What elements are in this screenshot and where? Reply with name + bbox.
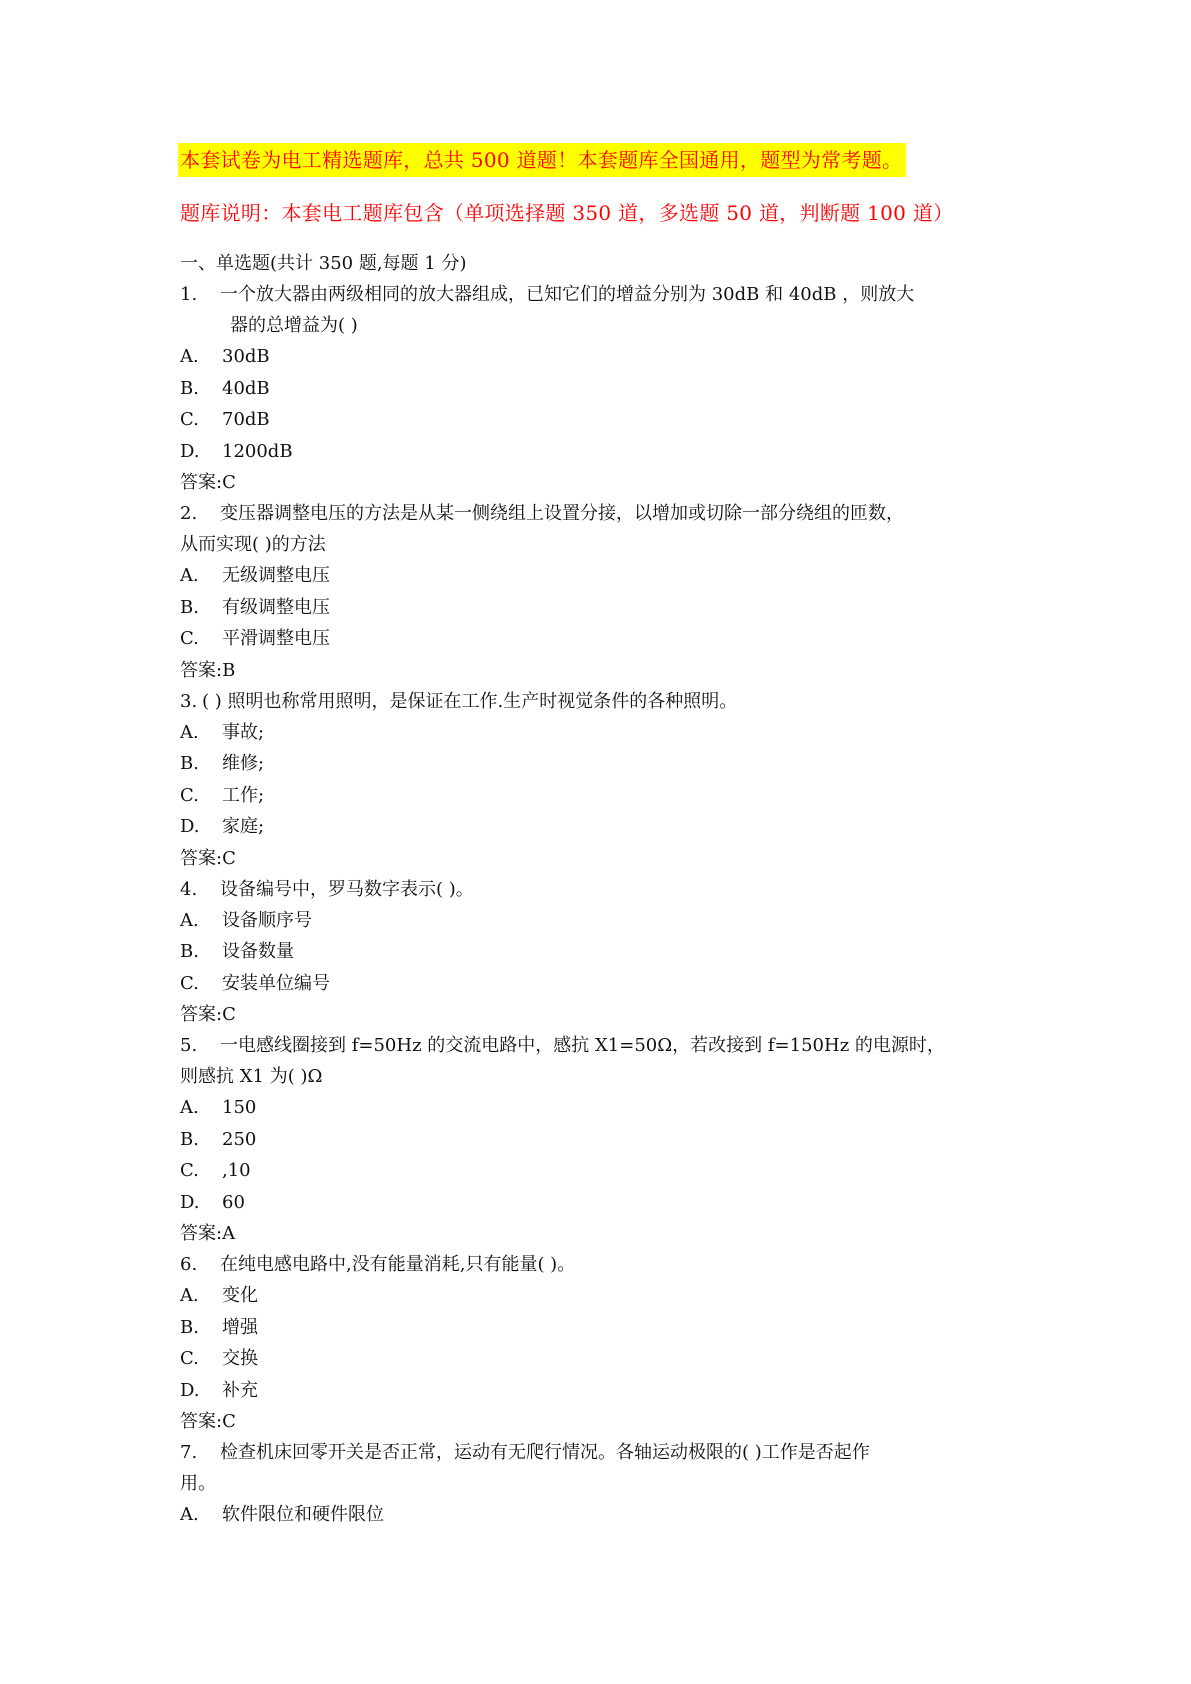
option-text: 变化 xyxy=(222,1285,258,1306)
answer: 答案:A xyxy=(180,1223,236,1244)
option-text: 安装单位编号 xyxy=(222,972,330,994)
question-stem-continued xyxy=(180,310,1030,341)
question-stem xyxy=(180,1437,1030,1468)
question-text: 检查机床回零开关是否正常，运动有无爬行情况。各轴运动极限的( )工作是否起作 xyxy=(220,1442,870,1463)
option-letter: A. xyxy=(180,346,199,367)
option xyxy=(180,780,1030,812)
question-stem xyxy=(180,1030,1030,1061)
question-number: 7. xyxy=(180,1442,198,1463)
option xyxy=(180,341,1030,373)
option xyxy=(180,560,1030,592)
option xyxy=(180,1092,1030,1124)
option-letter: D. xyxy=(180,816,200,837)
option xyxy=(180,1124,1030,1156)
option xyxy=(180,1280,1030,1312)
option-text: 有级调整电压 xyxy=(222,596,330,618)
question-text-cont: 则感抗 X1 为( )Ω xyxy=(180,1066,323,1087)
option-letter: C. xyxy=(180,1160,199,1181)
question-stem xyxy=(180,686,1030,717)
answer: 答案:C xyxy=(180,847,236,869)
highlight-banner: 本套试卷为电工精选题库，总共 500 道题！本套题库全国通用，题型为常考题。 xyxy=(178,143,906,177)
section-title: 一、单选题(共计 350 题,每题 1 分) xyxy=(180,253,467,274)
question-block xyxy=(180,1437,1030,1531)
option-letter: B. xyxy=(180,377,199,399)
option-text: 设备数量 xyxy=(222,941,294,962)
option-text: 交换 xyxy=(222,1348,258,1369)
question-number: 6. xyxy=(180,1254,198,1275)
option xyxy=(180,748,1030,780)
option-letter: C. xyxy=(180,628,199,649)
option xyxy=(180,717,1030,749)
option-letter: A. xyxy=(180,1097,199,1118)
option-letter: B. xyxy=(180,1128,199,1150)
question-text: 一个放大器由两级相同的放大器组成，已知它们的增益分别为 30dB 和 40dB ，则放大 xyxy=(220,284,915,305)
option-text: 工作; xyxy=(222,784,265,806)
option-letter: C. xyxy=(180,784,199,806)
bank-description: 题库说明：本套电工题库包含（单项选择题 350 道，多选题 50 道，判断题 100 道） xyxy=(180,201,954,225)
question-stem-continued xyxy=(180,1468,1030,1499)
question-number: 4. xyxy=(180,878,198,900)
option xyxy=(180,1155,1030,1187)
question-number: 3. xyxy=(180,690,198,712)
option-letter: A. xyxy=(180,909,199,931)
option-text: 40dB xyxy=(222,377,270,399)
answer: 答案:C xyxy=(180,1004,236,1025)
question-text: 变压器调整电压的方法是从某一侧绕组上设置分接，以增加或切除一部分绕组的匝数， xyxy=(220,503,904,524)
question-block xyxy=(180,874,1030,1031)
option-text: 无级调整电压 xyxy=(222,565,330,586)
option-text: 补充 xyxy=(222,1379,258,1401)
question-text: 一电感线圈接到 f=50Hz 的交流电路中，感抗 X1=50Ω，若改接到 f=150Hz 的电源时， xyxy=(220,1035,945,1056)
option xyxy=(180,1499,1030,1531)
answer: 答案:C xyxy=(180,1411,236,1432)
option-letter: B. xyxy=(180,1316,199,1338)
option-text: 增强 xyxy=(222,1316,258,1338)
option-text: ,10 xyxy=(222,1160,251,1181)
option-letter: B. xyxy=(180,941,199,962)
option-letter: A. xyxy=(180,565,199,586)
option xyxy=(180,1375,1030,1407)
question-number: 1. xyxy=(180,284,198,305)
question-stem xyxy=(180,279,1030,310)
answer: 答案:B xyxy=(180,659,236,681)
question-block xyxy=(180,498,1030,686)
option xyxy=(180,811,1030,843)
option-text: 维修; xyxy=(222,753,265,774)
option-letter: B. xyxy=(180,753,199,774)
option xyxy=(180,404,1030,436)
option-text: 60 xyxy=(222,1191,245,1213)
option xyxy=(180,968,1030,1000)
option-text: 1200dB xyxy=(222,440,293,462)
option xyxy=(180,1312,1030,1344)
option xyxy=(180,936,1030,968)
option-text: 250 xyxy=(222,1128,257,1150)
banner-row xyxy=(180,143,1030,177)
answer: 答案:C xyxy=(180,472,236,493)
option xyxy=(180,592,1030,624)
question-block xyxy=(180,1249,1030,1437)
question-stem xyxy=(180,1249,1030,1280)
option-text: 事故; xyxy=(222,721,265,743)
option-letter: A. xyxy=(180,721,199,743)
question-text-cont: 器的总增益为( ) xyxy=(230,315,358,336)
option xyxy=(180,436,1030,468)
question-number: 5. xyxy=(180,1035,198,1056)
option-letter: A. xyxy=(180,1504,199,1525)
option-text: 70dB xyxy=(222,409,270,430)
question-text: 设备编号中，罗马数字表示( )。 xyxy=(220,878,474,900)
option-text: 150 xyxy=(222,1097,257,1118)
option-text: 软件限位和硬件限位 xyxy=(222,1504,384,1525)
option-letter: A. xyxy=(180,1285,199,1306)
option xyxy=(180,905,1030,937)
option xyxy=(180,1187,1030,1219)
option xyxy=(180,373,1030,405)
question-block xyxy=(180,279,1030,498)
question-text-cont: 用。 xyxy=(180,1473,216,1494)
question-stem xyxy=(180,498,1030,529)
question-text: ( ) 照明也称常用照明，是保证在工作.生产时视觉条件的各种照明。 xyxy=(202,690,738,712)
question-number: 2. xyxy=(180,503,198,524)
question-text: 在纯电感电路中,没有能量消耗,只有能量( )。 xyxy=(220,1254,576,1275)
option-letter: D. xyxy=(180,440,200,462)
option-letter: C. xyxy=(180,1348,199,1369)
option-letter: C. xyxy=(180,972,199,994)
question-block xyxy=(180,686,1030,874)
option-text: 平滑调整电压 xyxy=(222,628,330,649)
question-stem-continued xyxy=(180,1061,1030,1092)
document-content xyxy=(180,143,1030,1531)
question-stem-continued xyxy=(180,529,1030,560)
option-letter: B. xyxy=(180,596,199,618)
option-text: 家庭; xyxy=(222,816,265,837)
question-text-cont: 从而实现( )的方法 xyxy=(180,534,326,555)
option-letter: D. xyxy=(180,1191,200,1213)
option xyxy=(180,1343,1030,1375)
question-block xyxy=(180,1030,1030,1249)
option xyxy=(180,623,1030,655)
option-text: 设备顺序号 xyxy=(222,909,312,931)
question-stem xyxy=(180,874,1030,905)
option-letter: D. xyxy=(180,1379,200,1401)
option-letter: C. xyxy=(180,409,199,430)
option-text: 30dB xyxy=(222,346,270,367)
